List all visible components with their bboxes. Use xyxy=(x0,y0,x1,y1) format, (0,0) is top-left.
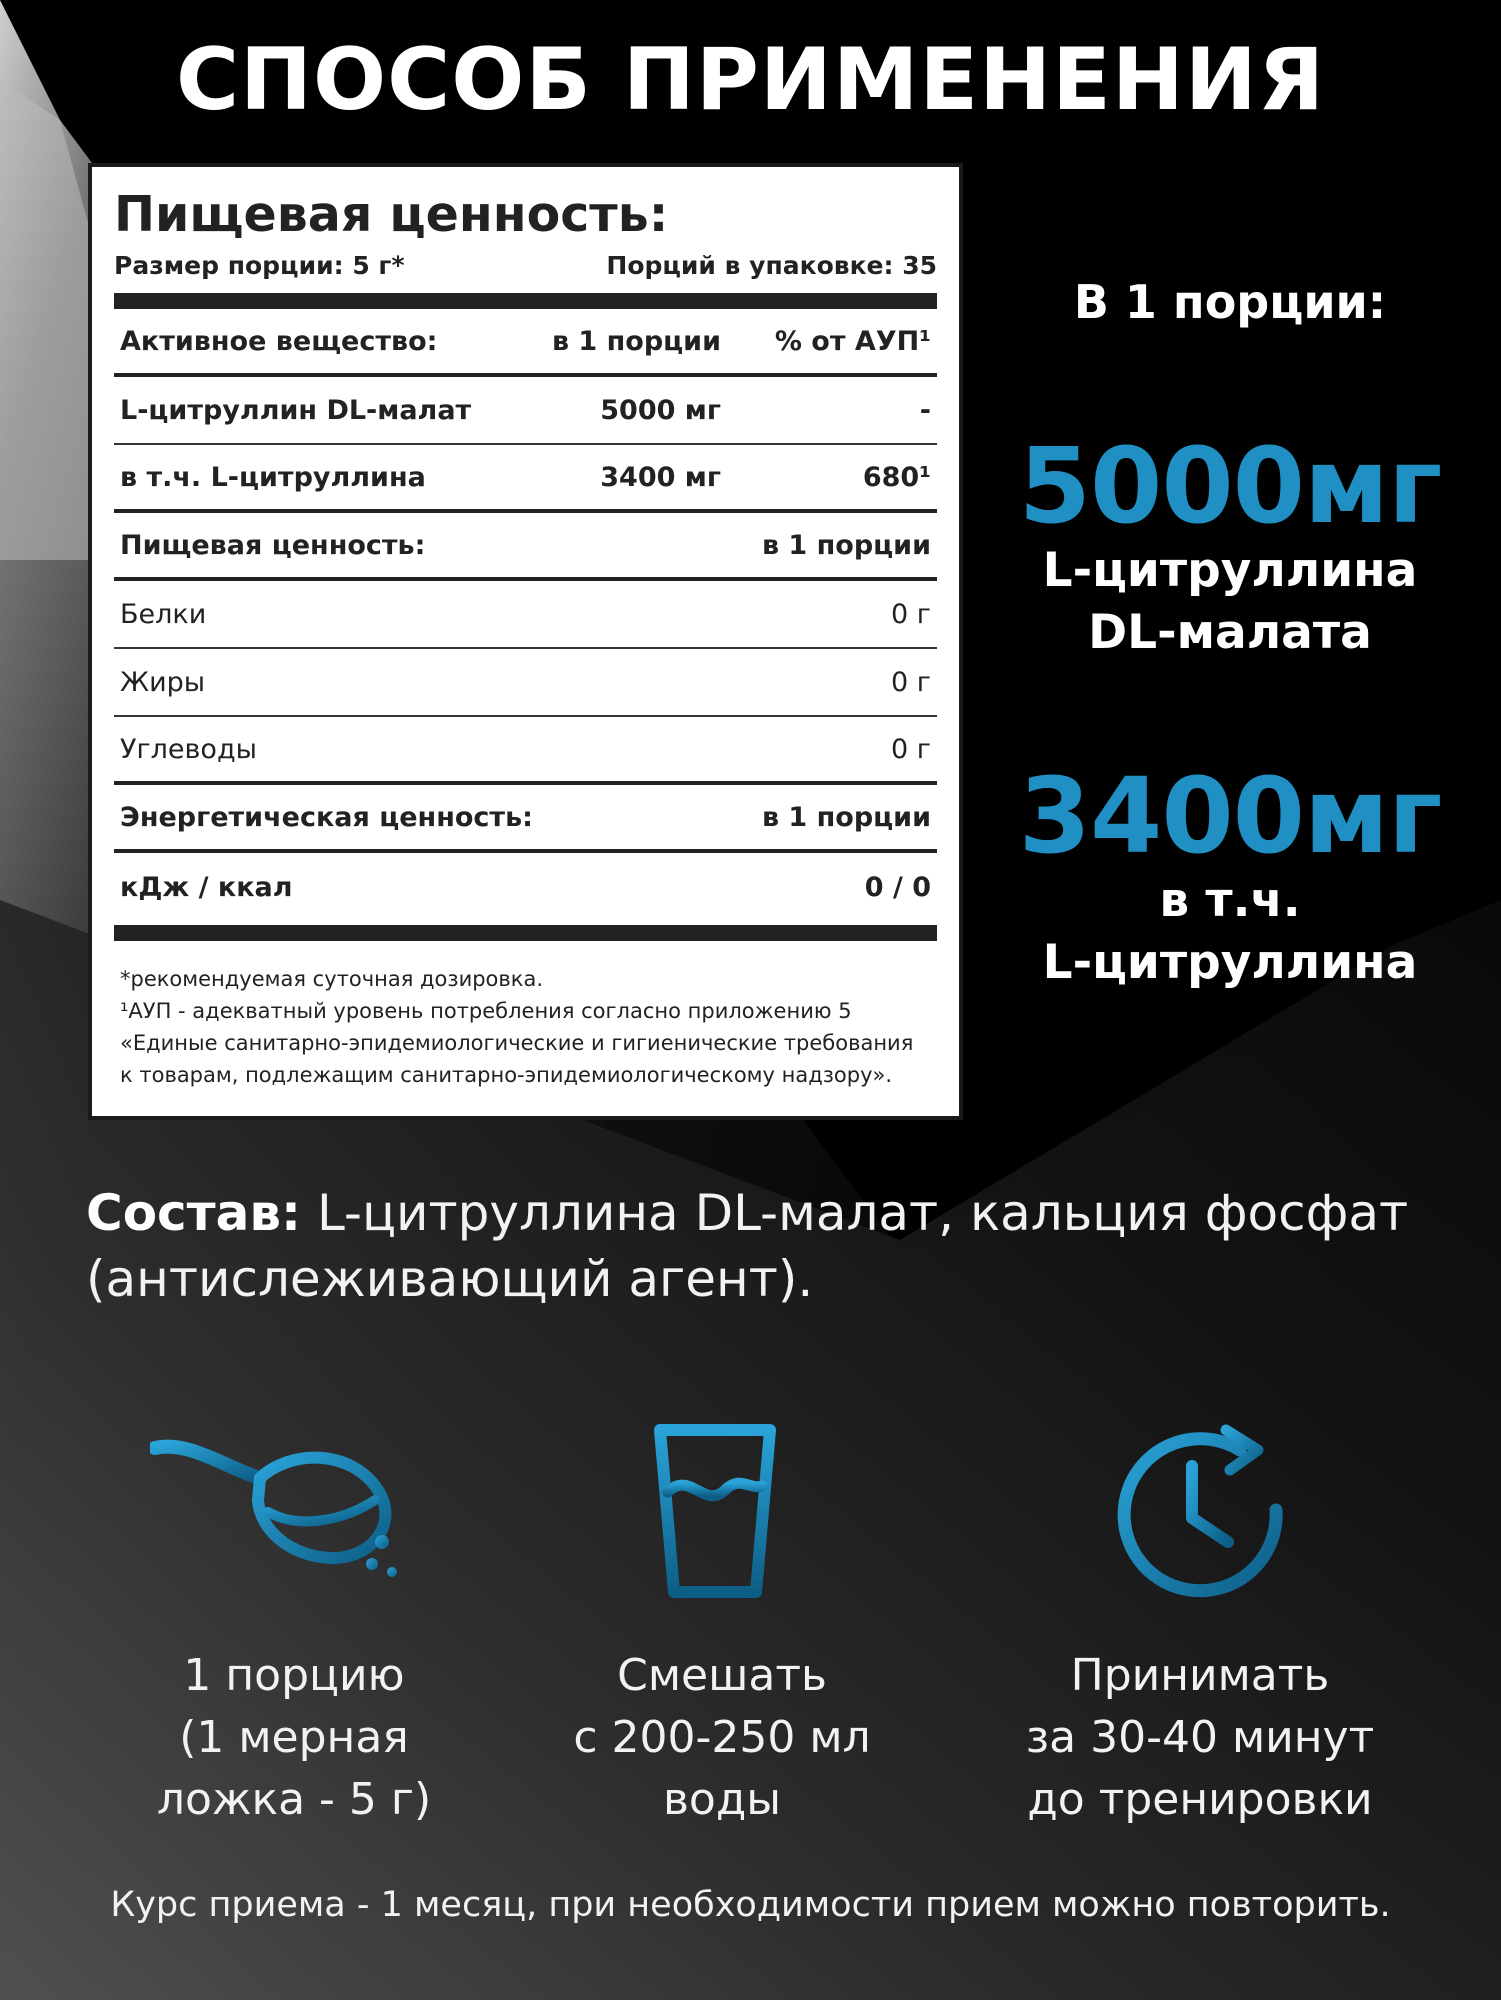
cell: кДж / ккал xyxy=(120,871,293,903)
nutrition-header-row xyxy=(114,513,937,581)
divider-thick xyxy=(114,925,937,941)
label-citrulline-malate xyxy=(980,540,1480,664)
composition-label: Состав: xyxy=(86,1184,302,1242)
table-row xyxy=(114,445,937,513)
label-line: в т.ч. xyxy=(1159,873,1301,928)
step-line: Принимать xyxy=(1070,1650,1330,1701)
cell: 680¹ xyxy=(862,461,931,493)
cell: Активное вещество: xyxy=(120,325,438,357)
cell: % от АУП¹ xyxy=(774,325,931,357)
cell: 5000 мг xyxy=(600,394,721,426)
label-line: L-цитруллина xyxy=(1042,543,1418,598)
active-header-row xyxy=(114,309,937,377)
per-serving-heading: В 1 порции: xyxy=(1073,275,1387,329)
table-row xyxy=(114,581,937,649)
cell: 0 г xyxy=(891,733,931,765)
cell: Углеводы xyxy=(120,733,257,765)
cell: в т.ч. L-цитруллина xyxy=(120,461,426,493)
servings-per-pack: Порций в упаковке: 35 xyxy=(606,251,937,280)
cell: в 1 порции xyxy=(551,325,721,357)
cell: L-цитруллин DL-малат xyxy=(120,394,472,426)
label-line: DL-малата xyxy=(1088,605,1372,660)
step-line: Смешать xyxy=(617,1650,827,1701)
cell: Белки xyxy=(120,598,207,630)
clock-icon xyxy=(1110,1420,1290,1600)
step-line: до тренировки xyxy=(1027,1774,1373,1825)
cell: 0 г xyxy=(891,666,931,698)
cell: Энергетическая ценность: xyxy=(120,801,533,833)
energy-header-row xyxy=(114,785,937,853)
step-line: ложка - 5 г) xyxy=(156,1774,432,1825)
glass-of-water-icon xyxy=(650,1420,780,1600)
nutrition-facts-panel xyxy=(88,163,963,1120)
composition-text: L-цитруллина DL-малат, кальция фосфат (антислеживающий агент). xyxy=(86,1184,1409,1308)
cell: Пищевая ценность: xyxy=(120,529,426,561)
amount-citrulline-malate: 5000мг xyxy=(1018,425,1442,547)
footnotes xyxy=(114,963,937,1091)
step-line: 1 порцию xyxy=(183,1650,405,1701)
step-line: за 30-40 минут xyxy=(1025,1712,1375,1763)
table-row xyxy=(114,853,937,921)
divider-thick xyxy=(114,293,937,309)
serving-size: Размер порции: 5 г* xyxy=(114,251,405,280)
footnote: *рекомендуемая суточная дозировка. xyxy=(120,967,543,991)
cell: в 1 порции xyxy=(761,801,931,833)
page-title: СПОСОБ ПРИМЕНЕНИЯ xyxy=(175,30,1326,130)
table-row xyxy=(114,649,937,717)
scoop-icon xyxy=(150,1420,430,1600)
cell: - xyxy=(919,394,931,426)
panel-title: Пищевая ценность: xyxy=(114,186,669,243)
step-mix xyxy=(512,1645,932,1831)
footnote: «Единые санитарно-эпидемиологические и гигиенические требования xyxy=(120,1031,914,1055)
cell: в 1 порции xyxy=(761,529,931,561)
cell: 0 / 0 xyxy=(864,871,931,903)
table-row xyxy=(114,717,937,785)
composition xyxy=(86,1180,1446,1312)
label-line: L-цитруллина xyxy=(1042,935,1418,990)
serving-info xyxy=(114,249,937,283)
amount-citrulline: 3400мг xyxy=(1018,755,1442,877)
step-portion xyxy=(84,1645,504,1831)
step-line: с 200-250 мл xyxy=(573,1712,871,1763)
footnote: ¹АУП - адекватный уровень потребления согласно приложению 5 xyxy=(120,999,852,1023)
step-line: (1 мерная xyxy=(179,1712,409,1763)
cell: Жиры xyxy=(120,666,206,698)
table-row xyxy=(114,377,937,445)
step-line: воды xyxy=(662,1774,781,1825)
cell: 0 г xyxy=(891,598,931,630)
course-note: Курс приема - 1 месяц, при необходимости прием можно повторить. xyxy=(110,1885,1391,1925)
footnote: к товарам, подлежащим санитарно-эпидемиологическому надзору». xyxy=(120,1063,893,1087)
label-citrulline xyxy=(980,870,1480,994)
step-take xyxy=(990,1645,1410,1831)
cell: 3400 мг xyxy=(600,461,721,493)
